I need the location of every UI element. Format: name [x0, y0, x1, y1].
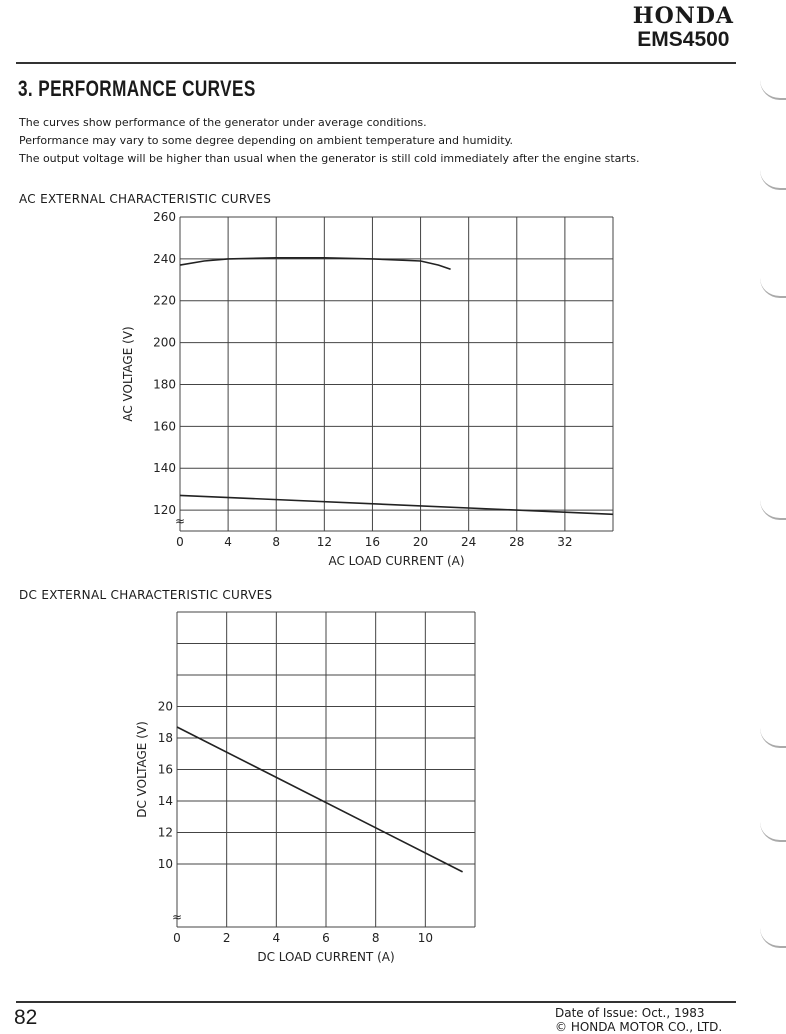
- y-tick-label: 14: [157, 794, 173, 808]
- issue-date: Date of Issue: Oct., 1983: [555, 1006, 705, 1020]
- dc-chart-title: DC EXTERNAL CHARACTERISTIC CURVES: [19, 588, 273, 602]
- binder-ring-mark: [760, 728, 786, 748]
- binder-ring-mark: [760, 80, 786, 100]
- intro-line: The output voltage will be higher than usual when the generator is still cold immediately after the engine starts.: [19, 152, 640, 165]
- intro-text: [19, 114, 719, 168]
- y-tick-label: 180: [153, 377, 176, 392]
- y-tick-label: 16: [157, 762, 173, 777]
- ac-chart-title: AC EXTERNAL CHARACTERISTIC CURVES: [19, 192, 272, 206]
- y-tick-label: 20: [157, 699, 173, 714]
- intro-line: The curves show performance of the generator under average conditions.: [19, 116, 427, 129]
- series-line-2: [180, 495, 613, 514]
- brand-header: [633, 4, 734, 52]
- y-tick-label: 18: [157, 731, 173, 745]
- x-tick-label: 2: [222, 931, 231, 945]
- x-tick-label: 10: [417, 931, 433, 945]
- binder-ring-mark: [760, 928, 786, 948]
- page-title: 3. PERFORMANCE CURVES: [18, 76, 256, 101]
- copyright: © HONDA MOTOR CO., LTD.: [555, 1020, 723, 1034]
- x-tick-label: 6: [322, 931, 330, 945]
- dc-characteristic-chart: [0, 600, 520, 980]
- model-name: EMS4500: [637, 28, 730, 51]
- x-tick-label: 8: [272, 535, 281, 549]
- x-tick-label: 0: [173, 931, 181, 945]
- y-axis-title: AC VOLTAGE (V): [121, 326, 135, 422]
- y-tick-label: 200: [153, 335, 176, 350]
- series-line-1: [180, 258, 451, 270]
- y-tick-label: 140: [153, 461, 176, 476]
- series-line-1: [177, 727, 463, 872]
- binder-ring-mark: [760, 170, 786, 190]
- x-axis-title: DC LOAD CURRENT (A): [257, 950, 395, 964]
- x-axis-title: AC LOAD CURRENT (A): [328, 554, 465, 568]
- header-rule: [16, 62, 736, 64]
- page-number: 82: [14, 1006, 38, 1029]
- x-tick-label: 28: [509, 535, 525, 549]
- binder-ring-mark: [760, 500, 786, 520]
- x-tick-label: 24: [461, 535, 477, 549]
- x-tick-label: 16: [364, 535, 381, 549]
- y-tick-label: 12: [157, 825, 173, 840]
- y-tick-label: 240: [153, 251, 176, 266]
- brand-name: HONDA: [632, 3, 734, 29]
- x-tick-label: 20: [412, 535, 429, 549]
- issue-info: [555, 1006, 722, 1034]
- ac-characteristic-chart: [0, 205, 640, 575]
- x-tick-label: 32: [557, 535, 573, 549]
- x-tick-label: 0: [176, 535, 184, 549]
- y-axis-title: DC VOLTAGE (V): [135, 721, 149, 818]
- intro-line: Performance may vary to some degree depending on ambient temperature and humidity.: [19, 134, 514, 147]
- axis-break-mark: ≈: [171, 910, 183, 924]
- binder-ring-mark: [760, 822, 786, 842]
- y-tick-label: 10: [157, 857, 173, 871]
- binder-ring-mark: [760, 278, 786, 298]
- x-tick-label: 8: [371, 931, 380, 945]
- footer-rule: [16, 1001, 736, 1003]
- y-tick-label: 260: [153, 210, 176, 224]
- x-tick-label: 4: [224, 535, 232, 549]
- y-tick-label: 220: [153, 293, 176, 308]
- y-tick-label: 160: [153, 419, 176, 434]
- x-tick-label: 4: [272, 931, 281, 945]
- axis-break-mark: ≈: [174, 514, 186, 528]
- y-tick-label: 120: [153, 503, 176, 518]
- x-tick-label: 12: [316, 535, 332, 549]
